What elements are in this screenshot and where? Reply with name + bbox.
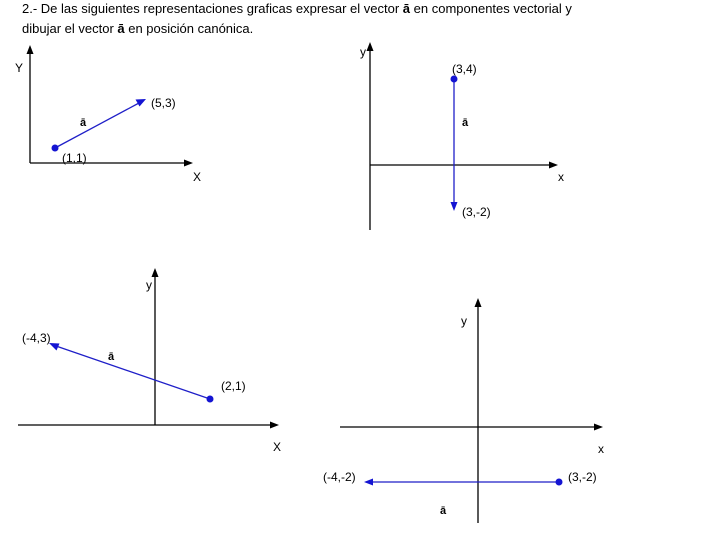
fig3-vector-line xyxy=(56,346,210,399)
fig4-x-arrowhead xyxy=(594,424,603,431)
fig1-vector-label: ā xyxy=(80,117,87,129)
fig4-y-arrowhead xyxy=(475,298,482,307)
fig4-start-point xyxy=(556,479,563,486)
fig3-y-label: y xyxy=(146,278,152,292)
fig4-y-label: y xyxy=(461,314,467,328)
instruction-line-1-a: 2.- De las siguientes representaciones graficas expresar el vector xyxy=(22,1,403,16)
fig3-vector-label: ā xyxy=(108,351,115,363)
fig1-y-label: Y xyxy=(15,61,24,75)
fig2-x-arrowhead xyxy=(549,162,558,169)
figure-3 xyxy=(18,268,281,454)
fig3-y-arrowhead xyxy=(152,268,159,277)
fig4-end-label: (-4,-2) xyxy=(323,470,356,484)
fig1-y-arrowhead xyxy=(27,45,34,54)
fig1-start-label: (1,1) xyxy=(62,151,87,165)
fig3-x-arrowhead xyxy=(270,422,279,429)
figure-1 xyxy=(15,45,201,184)
fig2-vector-arrowhead xyxy=(451,202,458,211)
instruction-line-2-a: dibujar el vector xyxy=(22,21,118,36)
fig3-start-point xyxy=(207,396,214,403)
fig2-y-arrowhead xyxy=(367,42,374,51)
fig2-vector-label: ā xyxy=(462,117,469,129)
fig1-vector-line xyxy=(55,103,139,148)
fig2-y-label: y xyxy=(360,45,366,59)
fig4-start-label: (3,-2) xyxy=(568,470,597,484)
fig3-end-label: (-4,3) xyxy=(22,331,51,345)
instruction-line-1-b: en componentes vectorial y xyxy=(410,1,572,16)
fig1-vector-arrowhead xyxy=(136,99,147,107)
fig1-end-label: (5,3) xyxy=(151,96,176,110)
instruction-line-2-b: en posición canónica. xyxy=(124,21,254,36)
fig2-start-label: (3,4) xyxy=(452,62,477,76)
fig2-end-label: (3,-2) xyxy=(462,205,491,219)
fig4-vector-label: ā xyxy=(440,505,447,517)
fig4-x-label: x xyxy=(598,442,604,456)
figure-4 xyxy=(323,298,604,523)
fig4-vector-arrowhead xyxy=(364,479,373,486)
vector-symbol: ā xyxy=(402,1,411,16)
fig3-x-label: X xyxy=(273,440,282,454)
fig2-x-label: x xyxy=(558,170,564,184)
fig1-x-label: X xyxy=(193,170,202,184)
figure-2 xyxy=(360,42,564,230)
fig1-start-point xyxy=(52,145,59,152)
fig2-start-point xyxy=(451,76,458,83)
fig3-start-label: (2,1) xyxy=(221,379,246,393)
fig1-x-arrowhead xyxy=(184,160,193,167)
vector-symbol-2: ā xyxy=(117,21,125,36)
